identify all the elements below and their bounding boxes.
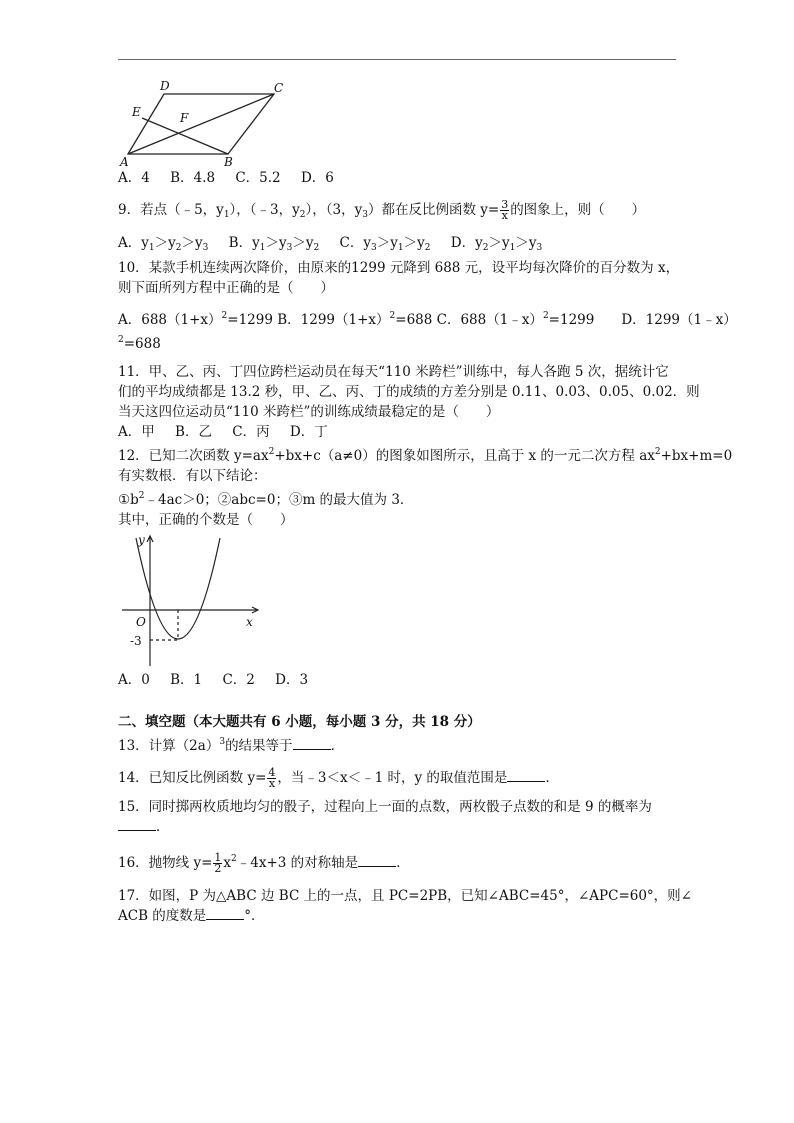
diagonal-ac (128, 94, 274, 154)
q16-blank[interactable] (358, 854, 396, 867)
q15-line1: 15．同时掷两枚质地均匀的骰子，过程向上一面的点数，两枚骰子点数的和是 9 的概率为 (118, 799, 652, 815)
q12-line1: 12．已知二次函数 $y=ax^2+bx+c(a\ne 0)$的图象如图所示，且高于 x 的一元二次方程 $ax^2+bx+m=0$ (118, 447, 733, 464)
q8-option-b: B．4.8 (170, 170, 216, 186)
q14: 14．已知反比例函数 y= $\frac{4}{x}$ ，当﹣3＜x＜﹣1 时，y 的取值范围是 ． (118, 766, 559, 790)
graph-label-x: x (246, 615, 253, 629)
q12-option-a: A．0 (118, 672, 150, 688)
q14-blank[interactable] (507, 769, 545, 782)
q12-line2: 有实数根．有以下结论： (118, 468, 267, 484)
label-d: D (160, 79, 170, 93)
q8-option-a: A．4 (118, 170, 150, 186)
q11-option-d: D．丁 (289, 424, 328, 440)
q9-option-a: A．$y_1>y_2>y_3$ (118, 235, 209, 253)
label-a: A (120, 155, 129, 168)
q12-option-b: B．1 (170, 672, 203, 688)
q11-line3: 当天这四位运动员“110 米跨栏”的训练成绩最稳定的是（ ） (118, 404, 500, 420)
graph-label-minus3: -3 (130, 634, 142, 648)
q11-option-a: A．甲 (118, 424, 155, 440)
q10-options-tail: $^2$=688 (118, 335, 161, 352)
q17-line1: 17．如图，P 为△ABC 边 BC 上的一点，且 PC=2PB，已知∠ABC=45°，∠APC=60°，则∠ (118, 888, 692, 904)
parabola-graph (118, 530, 268, 670)
label-b: B (224, 155, 233, 168)
q12-conclusion-1: $①b^2﹣4ac>0$； (118, 491, 218, 508)
q9-option-c: C．$y_3>y_1>y_2$ (339, 235, 431, 253)
q12-conclusion-3: ③m 的最大值为 3． (288, 492, 414, 508)
q12-option-c: C．2 (222, 672, 255, 688)
q9-stem: 9．若点（﹣5，$y_1$），（﹣3，$y_2$），（3，$y_3$）都在反比例函数 y= $\frac{3}{x}$ 的图象上，则（ ） (118, 198, 646, 222)
section-fill-in-title: 二、填空题（本大题共有 6 小题，每小题 3 分，共 18 分） (118, 714, 481, 730)
q14-fraction: $\frac{4}{x}$ (268, 766, 276, 790)
q10-options: A．$688(1+x)^2=1299$ B．$1299(1+x)^2=688$ C．688（1﹣x）$^2$=1299 D．1299（1﹣x） (118, 311, 737, 328)
page-content (118, 62, 737, 926)
q10-line2: 则下面所列方程中正确的是（ ） (118, 280, 334, 296)
q16: 16．抛物线 y= $\frac{1}{2}$ $x^2﹣4x+3$ 的对称轴是 ． (118, 851, 410, 875)
q11-option-b: B．乙 (175, 424, 212, 440)
header-rule (118, 59, 676, 60)
q8-option-c: C．5.2 (235, 170, 281, 186)
q9-option-d: D．$y_2>y_1>y_3$ (450, 235, 543, 253)
q12-line4: 其中，正确的个数是（ ） (118, 512, 294, 528)
label-e: E (132, 105, 141, 119)
q13: 13．计算$(2a)^3$的结果等于 ． (118, 737, 345, 754)
q9-option-b: B．$y_1>y_3>y_2$ (228, 235, 320, 253)
q17-line2: ACB 的度数是 °． (118, 908, 265, 924)
q12-option-d: D．3 (275, 672, 309, 688)
q11-option-c: C．丙 (232, 424, 270, 440)
q10-line1: 10．某款手机连续两次降价，由原来的1299 元降到 688 元，设平均每次降价的百分数为 x， (118, 260, 680, 276)
q12-conclusion-2: ②abc=0； (217, 492, 289, 508)
graph-label-origin: O (136, 615, 146, 629)
q8-options (118, 168, 684, 188)
graph-label-y: y (138, 533, 145, 547)
q12-conclusions (118, 486, 684, 510)
q17-blank[interactable] (206, 907, 244, 920)
q12-options (118, 670, 684, 690)
label-c: C (274, 81, 284, 95)
q15-line2: ． (118, 817, 684, 837)
q11-line1: 11．甲、乙、丙、丁四位跨栏运动员在每天“110 米跨栏”训练中，每人各跑 5 次，据统计它 (118, 364, 669, 380)
q9-options (118, 233, 684, 258)
q11-line2: 们的平均成绩都是 13.2 秒，甲、乙、丙、丁的成绩的方差分别是 0.11、0.03、0.05、0.02．则 (118, 384, 700, 400)
label-f: F (180, 111, 189, 125)
q13-blank[interactable] (293, 737, 331, 750)
q15-blank[interactable] (118, 818, 156, 831)
q9-fraction: $\frac{3}{x}$ (501, 198, 509, 222)
q11-options (118, 422, 684, 442)
parallelogram-figure (118, 62, 298, 168)
q8-option-d: D．6 (300, 170, 334, 186)
q16-fraction: $\frac{1}{2}$ (214, 851, 222, 875)
